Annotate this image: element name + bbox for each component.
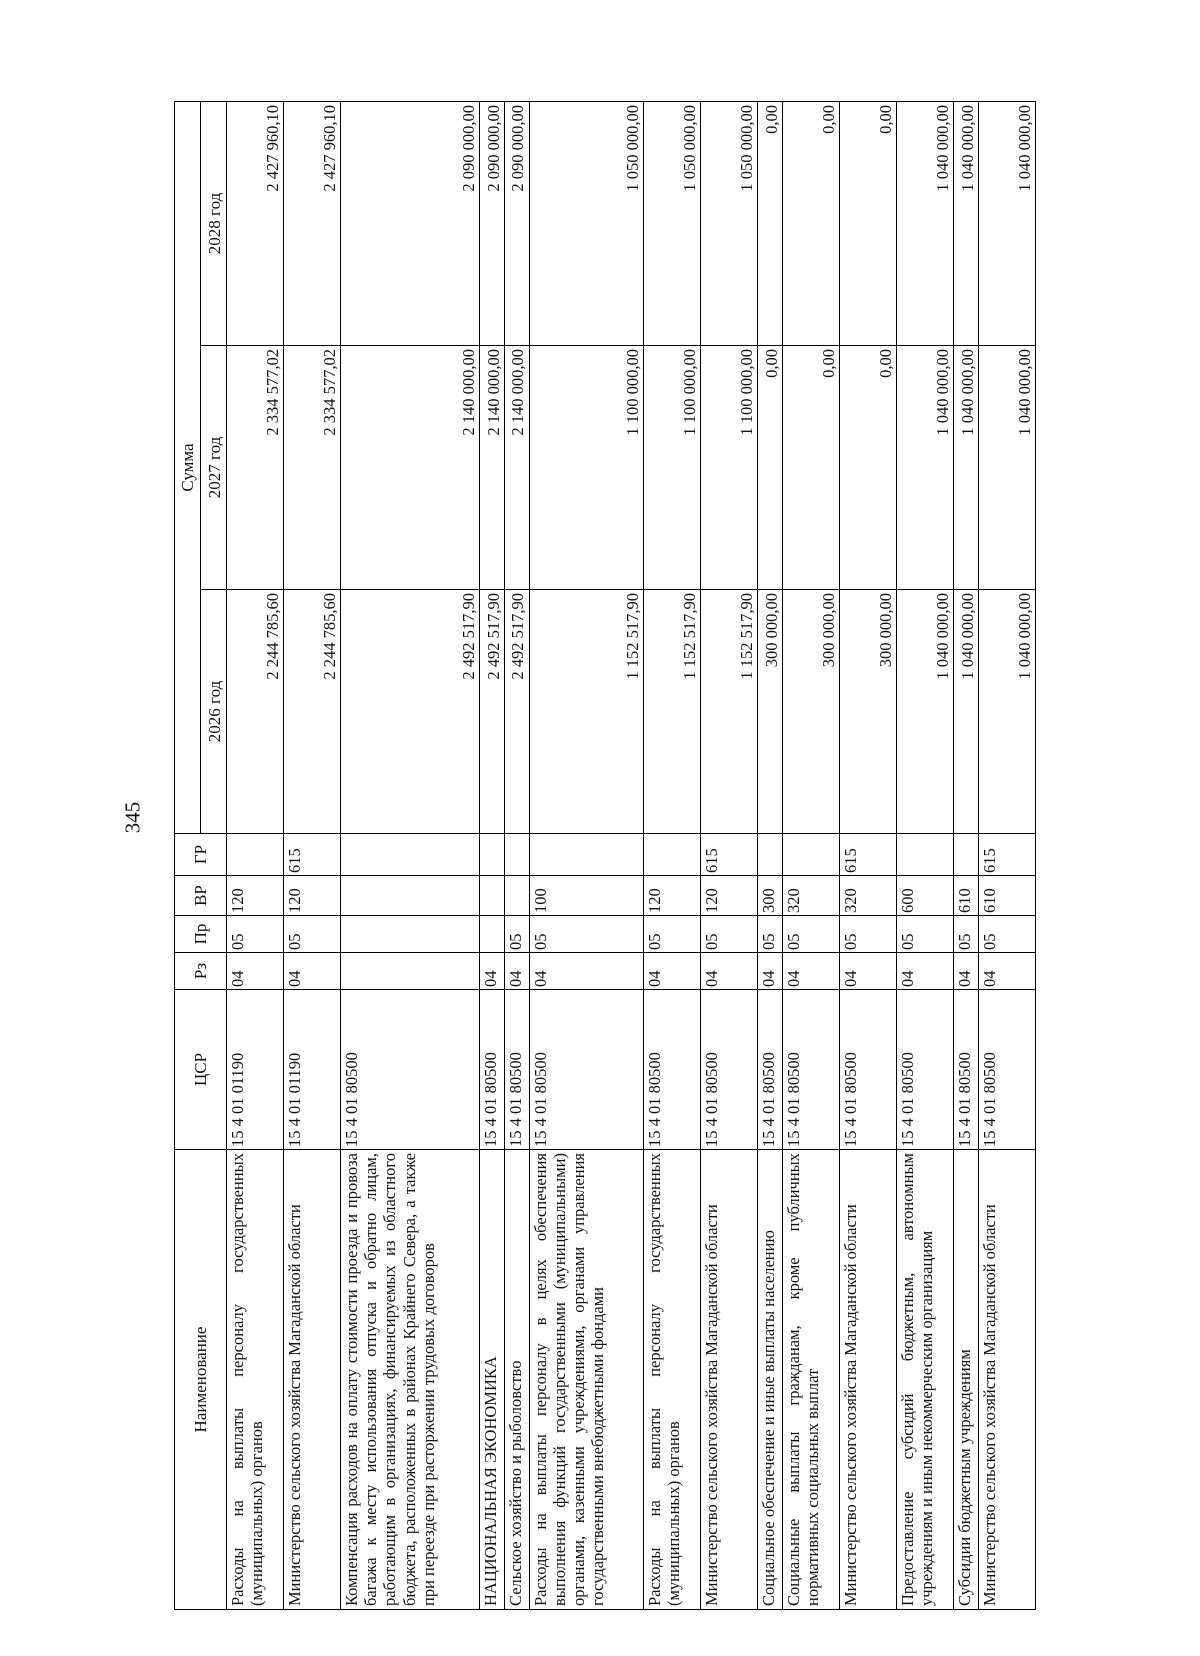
row-rz: 04 — [896, 953, 953, 990]
row-amount-2027: 0,00 — [757, 346, 782, 590]
row-gr — [643, 834, 700, 876]
header-sum: Сумма — [175, 101, 201, 833]
row-vr: 320 — [782, 876, 839, 916]
row-amount-2026: 2 244 785,60 — [227, 590, 284, 834]
row-vr: 610 — [954, 876, 979, 916]
row-gr — [480, 834, 505, 876]
row-vr: 300 — [757, 876, 782, 916]
row-amount-2028: 1 040 000,00 — [978, 101, 1035, 345]
row-name: Расходы на выплаты персоналу государственных (муниципальных) органов — [643, 1150, 700, 1610]
header-csr: ЦСР — [175, 990, 227, 1150]
row-csr: 15 4 01 80500 — [782, 990, 839, 1150]
table-row — [284, 101, 341, 1609]
header-name: Наименование — [175, 1150, 227, 1610]
row-amount-2028: 2 090 000,00 — [504, 101, 529, 345]
row-amount-2027: 0,00 — [782, 346, 839, 590]
row-csr: 15 4 01 80500 — [643, 990, 700, 1150]
table-row — [757, 101, 782, 1609]
header-rz: Рз — [175, 953, 227, 990]
header-pr: Пр — [175, 916, 227, 953]
row-pr: 05 — [227, 916, 284, 953]
row-amount-2026: 1 152 517,90 — [529, 590, 643, 834]
row-rz: 04 — [643, 953, 700, 990]
row-gr — [782, 834, 839, 876]
row-gr — [896, 834, 953, 876]
row-csr: 15 4 01 80500 — [954, 990, 979, 1150]
row-rz: 04 — [504, 953, 529, 990]
row-amount-2028: 1 050 000,00 — [700, 101, 757, 345]
row-amount-2027: 2 140 000,00 — [504, 346, 529, 590]
row-rz: 04 — [978, 953, 1035, 990]
table-row — [700, 101, 757, 1609]
header-vr: ВР — [175, 876, 227, 916]
row-amount-2027: 1 040 000,00 — [978, 346, 1035, 590]
row-amount-2026: 2 492 517,90 — [341, 590, 480, 834]
row-amount-2028: 1 050 000,00 — [529, 101, 643, 345]
row-pr: 05 — [954, 916, 979, 953]
header-gr: ГР — [175, 834, 227, 876]
row-gr: 615 — [839, 834, 896, 876]
row-amount-2026: 2 492 517,90 — [504, 590, 529, 834]
row-amount-2028: 1 050 000,00 — [643, 101, 700, 345]
row-amount-2026: 1 040 000,00 — [954, 590, 979, 834]
row-pr — [480, 916, 505, 953]
row-rz: 04 — [227, 953, 284, 990]
rotated-table-container — [174, 102, 1036, 1610]
row-csr: 15 4 01 01190 — [284, 990, 341, 1150]
row-csr: 15 4 01 80500 — [978, 990, 1035, 1150]
table-row — [227, 101, 284, 1609]
row-amount-2028: 0,00 — [757, 101, 782, 345]
budget-table — [174, 101, 1036, 1610]
row-pr: 05 — [978, 916, 1035, 953]
row-csr: 15 4 01 80500 — [529, 990, 643, 1150]
row-pr: 05 — [504, 916, 529, 953]
table-row — [504, 101, 529, 1609]
row-amount-2028: 2 427 960,10 — [284, 101, 341, 345]
row-name: Расходы на выплаты персоналу государственных (муниципальных) органов — [227, 1150, 284, 1610]
row-vr — [504, 876, 529, 916]
row-pr: 05 — [782, 916, 839, 953]
row-rz: 04 — [954, 953, 979, 990]
row-name: Сельское хозяйство и рыболовство — [504, 1150, 529, 1610]
row-amount-2028: 1 040 000,00 — [954, 101, 979, 345]
row-pr: 05 — [529, 916, 643, 953]
row-amount-2027: 0,00 — [839, 346, 896, 590]
row-amount-2027: 1 040 000,00 — [896, 346, 953, 590]
row-amount-2028: 0,00 — [839, 101, 896, 345]
row-gr: 615 — [284, 834, 341, 876]
row-pr: 05 — [896, 916, 953, 953]
row-pr — [341, 916, 480, 953]
row-amount-2028: 0,00 — [782, 101, 839, 345]
row-rz: 04 — [757, 953, 782, 990]
row-vr: 120 — [700, 876, 757, 916]
row-csr: 15 4 01 80500 — [896, 990, 953, 1150]
table-row — [839, 101, 896, 1609]
table-row — [480, 101, 505, 1609]
table-row — [643, 101, 700, 1609]
row-amount-2026: 300 000,00 — [757, 590, 782, 834]
row-gr — [954, 834, 979, 876]
row-amount-2027: 2 334 577,02 — [227, 346, 284, 590]
table-row — [954, 101, 979, 1609]
row-vr: 610 — [978, 876, 1035, 916]
row-name: Предоставление субсидий бюджетным, автономным учреждениям и иным некоммерческим организациям — [896, 1150, 953, 1610]
row-csr: 15 4 01 80500 — [700, 990, 757, 1150]
row-rz: 04 — [529, 953, 643, 990]
row-csr: 15 4 01 80500 — [504, 990, 529, 1150]
table-row — [341, 101, 480, 1609]
row-name: Министерство сельского хозяйства Магаданской области — [978, 1150, 1035, 1610]
row-rz: 04 — [839, 953, 896, 990]
row-amount-2027: 2 140 000,00 — [480, 346, 505, 590]
row-gr: 615 — [700, 834, 757, 876]
row-vr: 120 — [284, 876, 341, 916]
row-vr: 100 — [529, 876, 643, 916]
row-amount-2027: 1 040 000,00 — [954, 346, 979, 590]
row-gr — [757, 834, 782, 876]
row-name: НАЦИОНАЛЬНАЯ ЭКОНОМИКА — [480, 1150, 505, 1610]
row-vr: 320 — [839, 876, 896, 916]
row-gr — [504, 834, 529, 876]
row-pr: 05 — [757, 916, 782, 953]
row-csr: 15 4 01 80500 — [341, 990, 480, 1150]
table-body — [227, 101, 1036, 1609]
row-vr: 600 — [896, 876, 953, 916]
row-rz: 04 — [782, 953, 839, 990]
row-csr: 15 4 01 80500 — [757, 990, 782, 1150]
row-amount-2026: 300 000,00 — [782, 590, 839, 834]
row-vr — [341, 876, 480, 916]
header-year-2028: 2028 год — [201, 101, 227, 345]
row-amount-2028: 1 040 000,00 — [896, 101, 953, 345]
row-amount-2028: 2 090 000,00 — [341, 101, 480, 345]
row-gr — [227, 834, 284, 876]
row-name: Министерство сельского хозяйства Магаданской области — [700, 1150, 757, 1610]
row-name: Социальное обеспечение и иные выплаты населению — [757, 1150, 782, 1610]
row-gr — [341, 834, 480, 876]
row-rz: 04 — [700, 953, 757, 990]
row-amount-2027: 2 140 000,00 — [341, 346, 480, 590]
row-amount-2026: 1 152 517,90 — [700, 590, 757, 834]
row-amount-2028: 2 427 960,10 — [227, 101, 284, 345]
row-rz — [341, 953, 480, 990]
row-name: Министерство сельского хозяйства Магаданской области — [284, 1150, 341, 1610]
row-name: Министерство сельского хозяйства Магаданской области — [839, 1150, 896, 1610]
row-pr: 05 — [284, 916, 341, 953]
header-year-2027: 2027 год — [201, 346, 227, 590]
table-row — [896, 101, 953, 1609]
row-gr: 615 — [978, 834, 1035, 876]
row-name: Расходы на выплаты персоналу в целях обеспечения выполнения функций государственными (муниципальными) органами, казенными учреждениями, органами управления государственными внебюджетными фондами — [529, 1150, 643, 1610]
row-csr: 15 4 01 01190 — [227, 990, 284, 1150]
row-amount-2026: 1 152 517,90 — [643, 590, 700, 834]
row-amount-2026: 2 492 517,90 — [480, 590, 505, 834]
row-gr — [529, 834, 643, 876]
row-vr — [480, 876, 505, 916]
row-amount-2027: 1 100 000,00 — [643, 346, 700, 590]
row-rz: 04 — [480, 953, 505, 990]
table-row — [782, 101, 839, 1609]
row-csr: 15 4 01 80500 — [480, 990, 505, 1150]
row-name: Субсидии бюджетным учреждениям — [954, 1150, 979, 1610]
row-pr: 05 — [643, 916, 700, 953]
header-year-2026: 2026 год — [201, 590, 227, 834]
row-amount-2026: 300 000,00 — [839, 590, 896, 834]
row-vr: 120 — [227, 876, 284, 916]
row-amount-2027: 1 100 000,00 — [529, 346, 643, 590]
row-csr: 15 4 01 80500 — [839, 990, 896, 1150]
header-row-top — [175, 101, 201, 1609]
row-amount-2028: 2 090 000,00 — [480, 101, 505, 345]
row-amount-2026: 1 040 000,00 — [896, 590, 953, 834]
table-row — [978, 101, 1035, 1609]
row-amount-2027: 1 100 000,00 — [700, 346, 757, 590]
table-row — [529, 101, 643, 1609]
row-amount-2026: 1 040 000,00 — [978, 590, 1035, 834]
row-name: Компенсация расходов на оплату стоимости проезда и провоза багажа к месту использования отпуска и обратно лицам, работающим в организациях, финансируемых из областного бюджета, расположенных в районах Крайнего Севера, а также при переезде при расторжении трудовых договоров — [341, 1150, 480, 1610]
row-pr: 05 — [700, 916, 757, 953]
page-number: 345 — [120, 801, 145, 834]
row-vr: 120 — [643, 876, 700, 916]
row-name: Социальные выплаты гражданам, кроме публичных нормативных социальных выплат — [782, 1150, 839, 1610]
row-rz: 04 — [284, 953, 341, 990]
row-amount-2027: 2 334 577,02 — [284, 346, 341, 590]
row-pr: 05 — [839, 916, 896, 953]
row-amount-2026: 2 244 785,60 — [284, 590, 341, 834]
